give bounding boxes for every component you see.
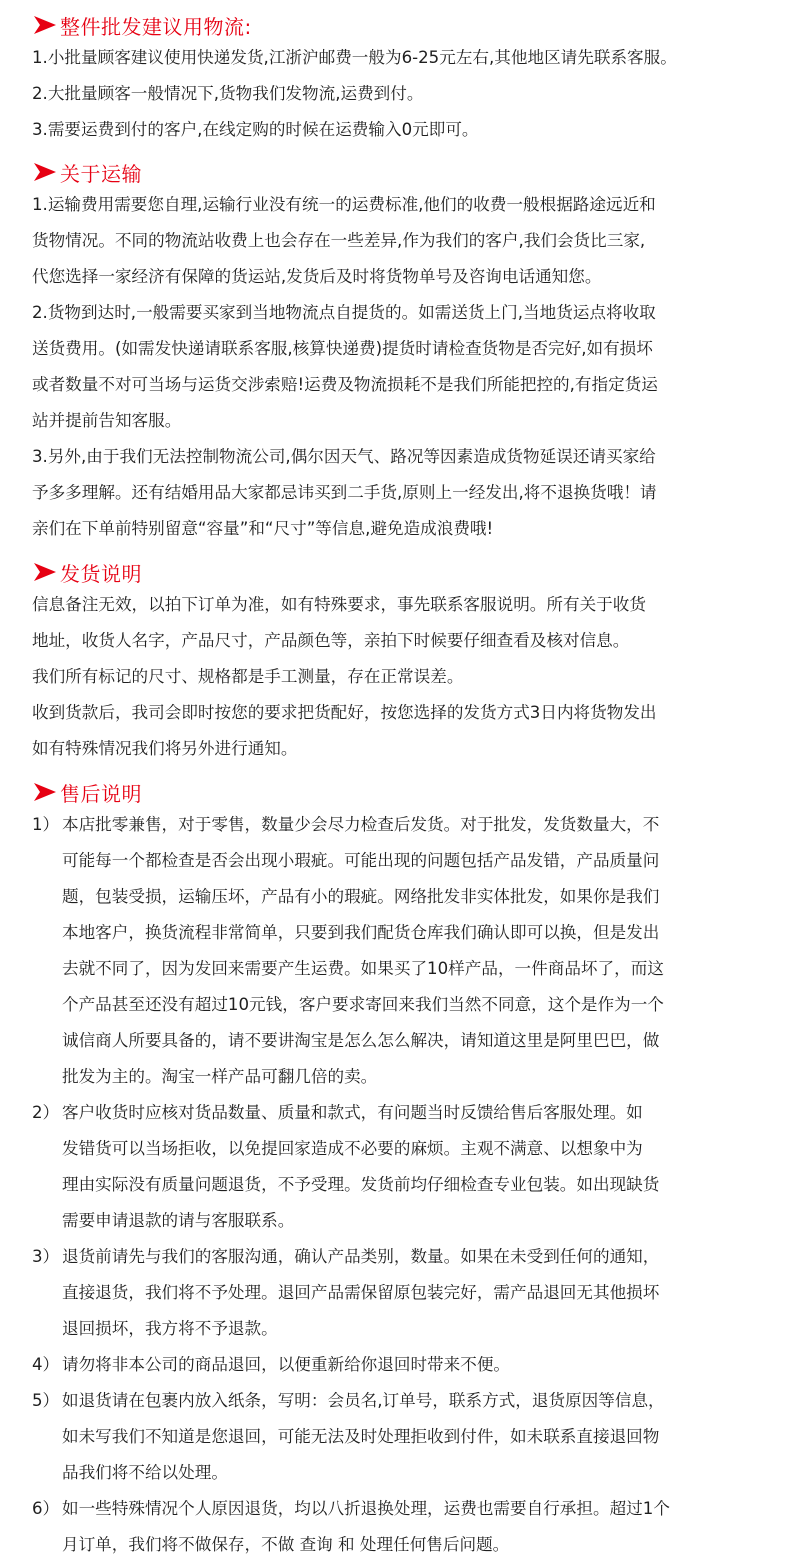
text-line: 题，包装受损，运输压坏，产品有小的瑕疵。网络批发非实体批发，如果你是我们 (62, 887, 660, 906)
red-arrow-icon (32, 781, 58, 803)
text-line: 代您选择一家经济有保障的货运站,发货后及时将货物单号及咨询电话通知您。 (32, 267, 602, 286)
text-line: 去就不同了，因为发回来需要产生运费。如果买了10样产品，一件商品坏了，而这 (62, 959, 664, 978)
red-arrow-icon (32, 14, 58, 36)
section-title-text: 关于运输 (60, 161, 142, 186)
text-line: 可能每一个都检查是否会出现小瑕疵。可能出现的问题包括产品发错，产品质量问 (62, 851, 660, 870)
text-line: 客户收货时应核对货品数量、质量和款式，有问题当时反馈给售后客服处理。如 (62, 1103, 643, 1122)
text-line: 信息备注无效，以拍下订单为准，如有特殊要求，事先联系客服说明。所有关于收货 (32, 595, 646, 614)
text-line: 2.大批量顾客一般情况下,货物我们发物流,运费到付。 (32, 84, 424, 103)
red-arrow-icon (32, 561, 58, 583)
text-line: 我们所有标记的尺寸、规格都是手工测量，存在正常误差。 (32, 667, 464, 686)
section-title-text: 整件批发建议用物流: (60, 14, 252, 39)
item-number: 5） (32, 1391, 60, 1410)
text-line: 发错货可以当场拒收，以免提回家造成不必要的麻烦。主观不满意、以想象中为 (62, 1139, 643, 1158)
text-line: 如有特殊情况我们将另外进行通知。 (32, 739, 298, 758)
text-line: 2.货物到达时,一般需要买家到当地物流点自提货的。如需送货上门,当地货运点将收取 (32, 303, 656, 322)
text-line: 退货前请先与我们的客服沟通，确认产品类别，数量。如果在未受到任何的通知， (62, 1247, 660, 1266)
red-arrow-icon (32, 161, 58, 183)
section-title-transport (32, 157, 142, 187)
text-line: 批发为主的。淘宝一样产品可翻几倍的卖。 (62, 1067, 378, 1086)
text-line: 或者数量不对可当场与运货交涉索赔!运费及物流损耗不是我们所能把控的,有指定货运 (32, 375, 658, 394)
text-line: 3.另外,由于我们无法控制物流公司,偶尔因天气、路况等因素造成货物延误还请买家给 (32, 447, 656, 466)
text-line: 退回损坏，我方将不予退款。 (62, 1319, 278, 1338)
text-line: 1.小批量顾客建议使用快递发货,江浙沪邮费一般为6-25元左右,其他地区请先联系客服。 (32, 48, 677, 67)
text-line: 货物情况。不同的物流站收费上也会存在一些差异,作为我们的客户,我们会货比三家, (32, 231, 646, 250)
item-number: 6） (32, 1499, 60, 1518)
text-line: 如未写我们不知道是您退回，可能无法及时处理拒收到付件，如未联系直接退回物 (62, 1427, 660, 1446)
section-title-aftersales (32, 777, 142, 807)
text-line: 3.需要运费到付的客户,在线定购的时候在运费输入0元即可。 (32, 120, 479, 139)
item-number: 4） (32, 1355, 60, 1374)
section-title-text: 发货说明 (60, 561, 142, 586)
text-line: 直接退货，我们将不予处理。退回产品需保留原包装完好，需产品退回无其他损坏 (62, 1283, 660, 1302)
text-line: 站并提前告知客服。 (32, 411, 182, 430)
text-line: 亲们在下单前特别留意“容量”和“尺寸”等信息,避免造成浪费哦! (32, 519, 494, 538)
text-line: 如退货请在包裹内放入纸条，写明：会员名,订单号，联系方式，退货原因等信息， (62, 1391, 665, 1410)
text-line: 1.运输费用需要您自理,运输行业没有统一的运费标准,他们的收费一般根据路途远近和 (32, 195, 656, 214)
text-line: 诚信商人所要具备的，请不要讲淘宝是怎么怎么解决，请知道这里是阿里巴巴，做 (62, 1031, 660, 1050)
section-title-logistics (32, 10, 252, 40)
text-line: 请勿将非本公司的商品退回，以便重新给你退回时带来不便。 (62, 1355, 511, 1374)
text-line: 送货费用。(如需发快递请联系客服,核算快递费)提货时请检查货物是否完好,如有损坏 (32, 339, 653, 358)
section-title-text: 售后说明 (60, 781, 142, 806)
section-title-shipping (32, 557, 142, 587)
text-line: 本地客户，换货流程非常简单，只要到我们配货仓库我们确认即可以换，但是发出 (62, 923, 660, 942)
text-line: 地址，收货人名字，产品尺寸，产品颜色等，亲拍下时候要仔细查看及核对信息。 (32, 631, 630, 650)
item-number: 2） (32, 1103, 60, 1122)
text-line: 品我们将不给以处理。 (62, 1463, 228, 1482)
text-line: 本店批零兼售，对于零售，数量少会尽力检查后发货。对于批发，发货数量大，不 (62, 815, 660, 834)
item-number: 3） (32, 1247, 60, 1266)
text-line: 月订单，我们将不做保存，不做 查询 和 处理任何售后问题。 (62, 1535, 510, 1554)
text-line: 收到货款后，我司会即时按您的要求把货配好，按您选择的发货方式3日内将货物发出 (32, 703, 657, 722)
text-line: 如一些特殊情况个人原因退货，均以八折退换处理，运费也需要自行承担。超过1个 (62, 1499, 670, 1518)
text-line: 需要申请退款的请与客服联系。 (62, 1211, 295, 1230)
item-number: 1） (32, 815, 60, 834)
text-line: 理由实际没有质量问题退货，不予受理。发货前均仔细检查专业包装。如出现缺货 (62, 1175, 660, 1194)
text-line: 个产品甚至还没有超过10元钱，客户要求寄回来我们当然不同意，这个是作为一个 (62, 995, 664, 1014)
text-line: 予多多理解。还有结婚用品大家都忌讳买到二手货,原则上一经发出,将不退换货哦！请 (32, 483, 657, 502)
